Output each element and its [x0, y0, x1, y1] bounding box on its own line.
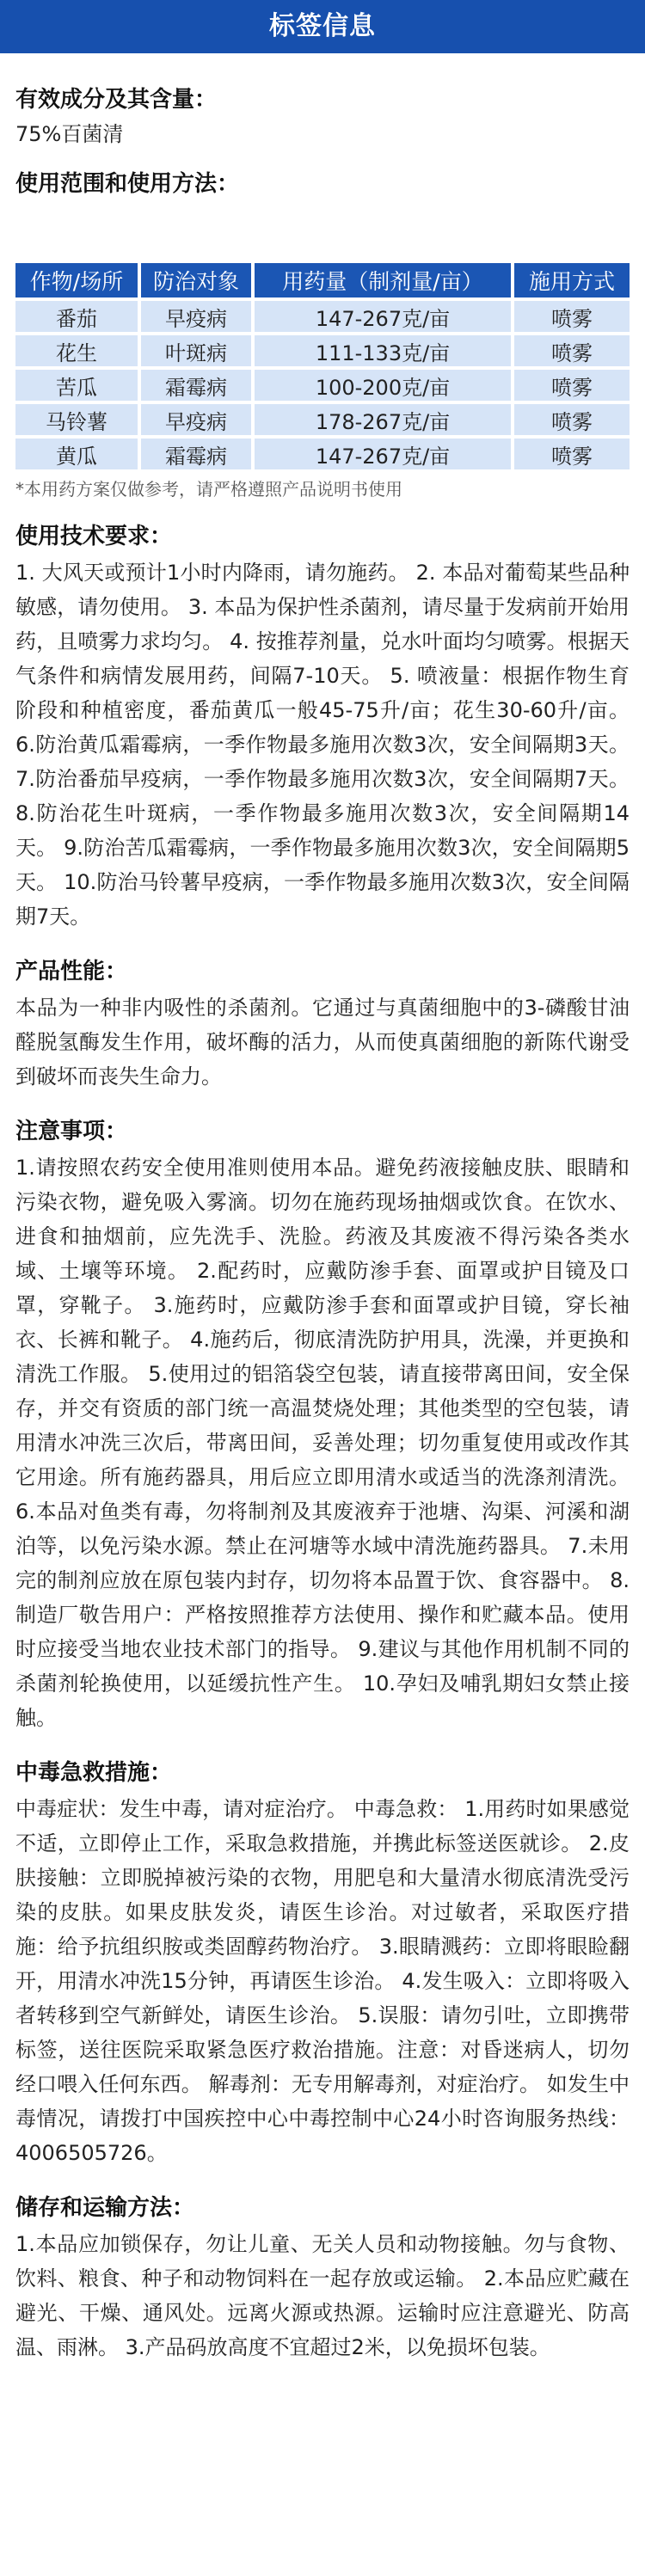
usage-section [15, 167, 630, 201]
page-title: 标签信息 [0, 0, 645, 53]
table-cell: 苦瓜 [15, 370, 138, 401]
poisoning-heading: 中毒急救措施： [15, 1760, 173, 1786]
column-header-crop: 作物/场所 [15, 263, 138, 297]
technique-heading: 使用技术要求： [15, 524, 173, 549]
column-header-target: 防治对象 [141, 263, 251, 297]
table-cell: 100-200克/亩 [255, 370, 511, 401]
table-cell: 黄瓜 [15, 439, 138, 469]
dose-table-wrap [15, 260, 630, 504]
table-cell: 霜霉病 [141, 439, 251, 469]
ingredients-heading: 有效成分及其含量： [15, 87, 218, 113]
table-cell: 番茄 [15, 301, 138, 332]
label-content [0, 53, 645, 2364]
storage-text: 1.本品应加锁保存，勿让儿童、无关人员和动物接触。勿与食物、饮料、粮食、种子和动物饲料在一起存放或运输。 2.本品应贮藏在避光、干燥、通风处。远离火源或热源。运输时应注意避光、防高温、雨淋。 3.产品码放高度不宜超过2米，以免损坏包装。 [15, 2232, 630, 2359]
table-cell: 叶斑病 [141, 335, 251, 366]
table-cell: 喷雾 [514, 335, 630, 366]
table-cell: 147-267克/亩 [255, 301, 511, 332]
storage-section [15, 2191, 630, 2364]
column-header-dosage: 用药量（制剂量/亩） [255, 263, 511, 297]
table-row [15, 404, 630, 435]
table-cell: 早疫病 [141, 404, 251, 435]
ingredients-section [15, 53, 630, 151]
performance-section [15, 954, 630, 1094]
precautions-heading: 注意事项： [15, 1119, 128, 1144]
technique-section [15, 519, 630, 934]
column-header-method: 施用方式 [514, 263, 630, 297]
poisoning-section [15, 1756, 630, 2170]
table-cell: 马铃薯 [15, 404, 138, 435]
table-cell: 早疫病 [141, 301, 251, 332]
poisoning-text: 中毒症状：发生中毒，请对症治疗。 中毒急救： 1.用药时如果感觉不适，立即停止工作，采取急救措施，并携此标签送医就诊。 2.皮肤接触：立即脱掉被污染的衣物，用肥皂和大量清水彻底清洗受污染的皮肤。如果皮肤发炎，请医生诊治。对过敏者，采取医疗措施：给予抗组织胺或类固醇药物治疗。 3.眼睛溅药：立即将眼睑翻开，用清水冲洗15分钟，再请医生诊治。 4.发生吸入：立即将吸入者转移到空气新鲜处，请医生诊治。 5.误服：请勿引吐，立即携带标签，送往医院采取紧急医疗救治措施。注意：对昏迷病人，切勿经口喂入任何东西。 解毒剂：无专用解毒剂，对症治疗。 如发生中毒情况，请拨打中国疾控中心中毒控制中心24小时咨询服务热线：4006505726。 [15, 1797, 630, 2165]
table-row [15, 335, 630, 366]
dose-table-header-row [15, 263, 630, 297]
usage-heading: 使用范围和使用方法： [15, 171, 240, 197]
dose-table [12, 260, 633, 473]
performance-heading: 产品性能： [15, 959, 128, 984]
table-row [15, 439, 630, 469]
table-cell: 霜霉病 [141, 370, 251, 401]
storage-heading: 储存和运输方法： [15, 2195, 195, 2221]
table-row [15, 370, 630, 401]
table-cell: 喷雾 [514, 404, 630, 435]
technique-text: 1. 大风天或预计1小时内降雨，请勿施药。 2. 本品对葡萄某些品种敏感，请勿使用。 3. 本品为保护性杀菌剂，请尽量于发病前开始用药，且喷雾力求均匀。 4. 按推荐剂量，兑水叶面均匀喷雾。根据天气条件和病情发展用药，间隔7-10天。 5. 喷液量：根据作物生育阶段和种植密度，番茄黄瓜一般45-75升/亩；花生30-60升/亩。 6.防治黄瓜霜霉病，一季作物最多施用次数3次，安全间隔期3天。 7.防治番茄早疫病，一季作物最多施用次数3次，安全间隔期7天。 8.防治花生叶斑病，一季作物最多施用次数3次，安全间隔期14天。 9.防治苦瓜霜霉病，一季作物最多施用次数3次，安全间隔期5天。 10.防治马铃薯早疫病，一季作物最多施用次数3次，安全间隔期7天。 [15, 561, 630, 929]
table-cell: 花生 [15, 335, 138, 366]
performance-text: 本品为一种非内吸性的杀菌剂。它通过与真菌细胞中的3-磷酸甘油醛脱氢酶发生作用，破坏酶的活力，从而使真菌细胞的新陈代谢受到破坏而丧失生命力。 [15, 996, 630, 1089]
table-cell: 147-267克/亩 [255, 439, 511, 469]
table-cell: 111-133克/亩 [255, 335, 511, 366]
table-cell: 喷雾 [514, 439, 630, 469]
table-cell: 喷雾 [514, 370, 630, 401]
table-cell: 178-267克/亩 [255, 404, 511, 435]
dose-table-note: *本用药方案仅做参考，请严格遵照产品说明书使用 [15, 479, 402, 500]
ingredients-value: 75%百菌清 [15, 122, 124, 146]
precautions-text: 1.请按照农药安全使用准则使用本品。避免药液接触皮肤、眼睛和污染衣物，避免吸入雾滴。切勿在施药现场抽烟或饮食。在饮水、进食和抽烟前，应先洗手、洗脸。药液及其废液不得污染各类水域、土壤等环境。 2.配药时，应戴防渗手套、面罩或护目镜及口罩，穿靴子。 3.施药时，应戴防渗手套和面罩或护目镜，穿长袖衣、长裤和靴子。 4.施药后，彻底清洗防护用具，洗澡，并更换和清洗工作服。 5.使用过的铝箔袋空包装，请直接带离田间，安全保存，并交有资质的部门统一高温焚烧处理；其他类型的空包装，请用清水冲洗三次后，带离田间，妥善处理；切勿重复使用或改作其它用途。所有施药器具，用后应立即用清水或适当的洗涤剂清洗。 6.本品对鱼类有毒，勿将制剂及其废液弃于池塘、沟渠、河溪和湖泊等，以免污染水源。禁止在河塘等水域中清洗施药器具。 7.未用完的制剂应放在原包装内封存，切勿将本品置于饮、食容器中。 8.制造厂敬告用户：严格按照推荐方法使用、操作和贮藏本品。使用时应接受当地农业技术部门的指导。 9.建议与其他作用机制不同的杀菌剂轮换使用，以延缓抗性产生。 10.孕妇及哺乳期妇女禁止接触。 [15, 1156, 630, 1730]
precautions-section [15, 1114, 630, 1735]
table-cell: 喷雾 [514, 301, 630, 332]
table-row [15, 301, 630, 332]
